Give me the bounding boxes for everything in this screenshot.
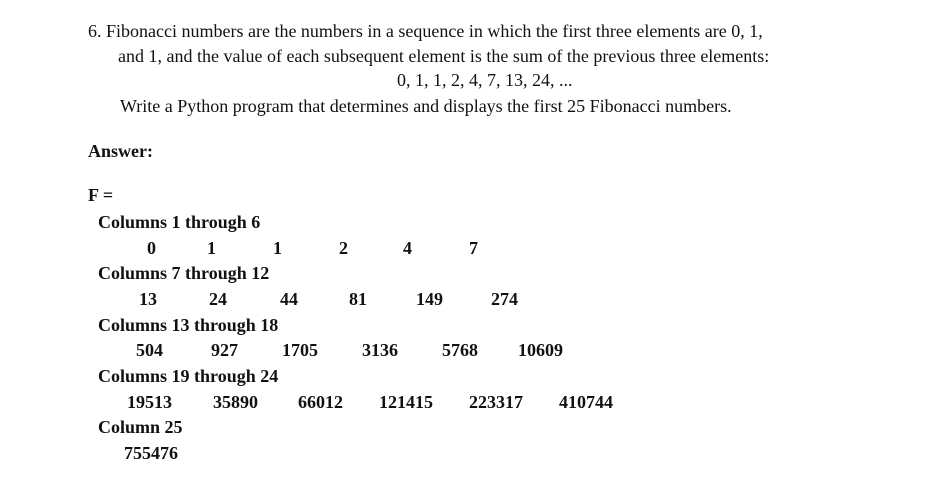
value-cell: 1	[207, 238, 216, 258]
answer-label: Answer:	[88, 141, 153, 161]
question-line-4: Write a Python program that determines and displays the first 25 Fibonacci numbers.	[120, 96, 732, 116]
value-cell: 223317	[469, 392, 523, 412]
value-cell: 4	[403, 238, 412, 258]
value-cell: 410744	[559, 392, 613, 412]
value-cell: 149	[416, 289, 443, 309]
columns-header-5: Column 25	[98, 417, 183, 437]
value-cell: 13	[139, 289, 157, 309]
value-cell: 2	[339, 238, 348, 258]
value-cell: 66012	[298, 392, 343, 412]
value-cell: 0	[147, 238, 156, 258]
value-cell: 755476	[124, 443, 178, 463]
value-cell: 35890	[213, 392, 258, 412]
variable-line: F =	[88, 185, 114, 205]
value-cell: 5768	[442, 340, 478, 360]
value-cell: 24	[209, 289, 227, 309]
value-cell: 81	[349, 289, 367, 309]
value-cell: 274	[491, 289, 518, 309]
value-cell: 3136	[362, 340, 398, 360]
value-cell: 927	[211, 340, 238, 360]
columns-header-1: Columns 1 through 6	[98, 212, 261, 232]
value-cell: 121415	[379, 392, 433, 412]
question-line-1: 6. Fibonacci numbers are the numbers in a sequence in which the first three elements are 0, 1,	[88, 21, 763, 41]
value-cell: 10609	[518, 340, 563, 360]
value-cell: 44	[280, 289, 298, 309]
columns-header-4: Columns 19 through 24	[98, 366, 279, 386]
value-cell: 1705	[282, 340, 318, 360]
question-line-2: and 1, and the value of each subsequent element is the sum of the previous three elements:	[118, 46, 770, 66]
value-cell: 504	[136, 340, 163, 360]
value-cell: 1	[273, 238, 282, 258]
columns-header-3: Columns 13 through 18	[98, 315, 279, 335]
value-cell: 7	[469, 238, 478, 258]
question-sequence: 0, 1, 1, 2, 4, 7, 13, 24, ...	[397, 70, 573, 90]
value-cell: 19513	[127, 392, 172, 412]
columns-header-2: Columns 7 through 12	[98, 263, 270, 283]
